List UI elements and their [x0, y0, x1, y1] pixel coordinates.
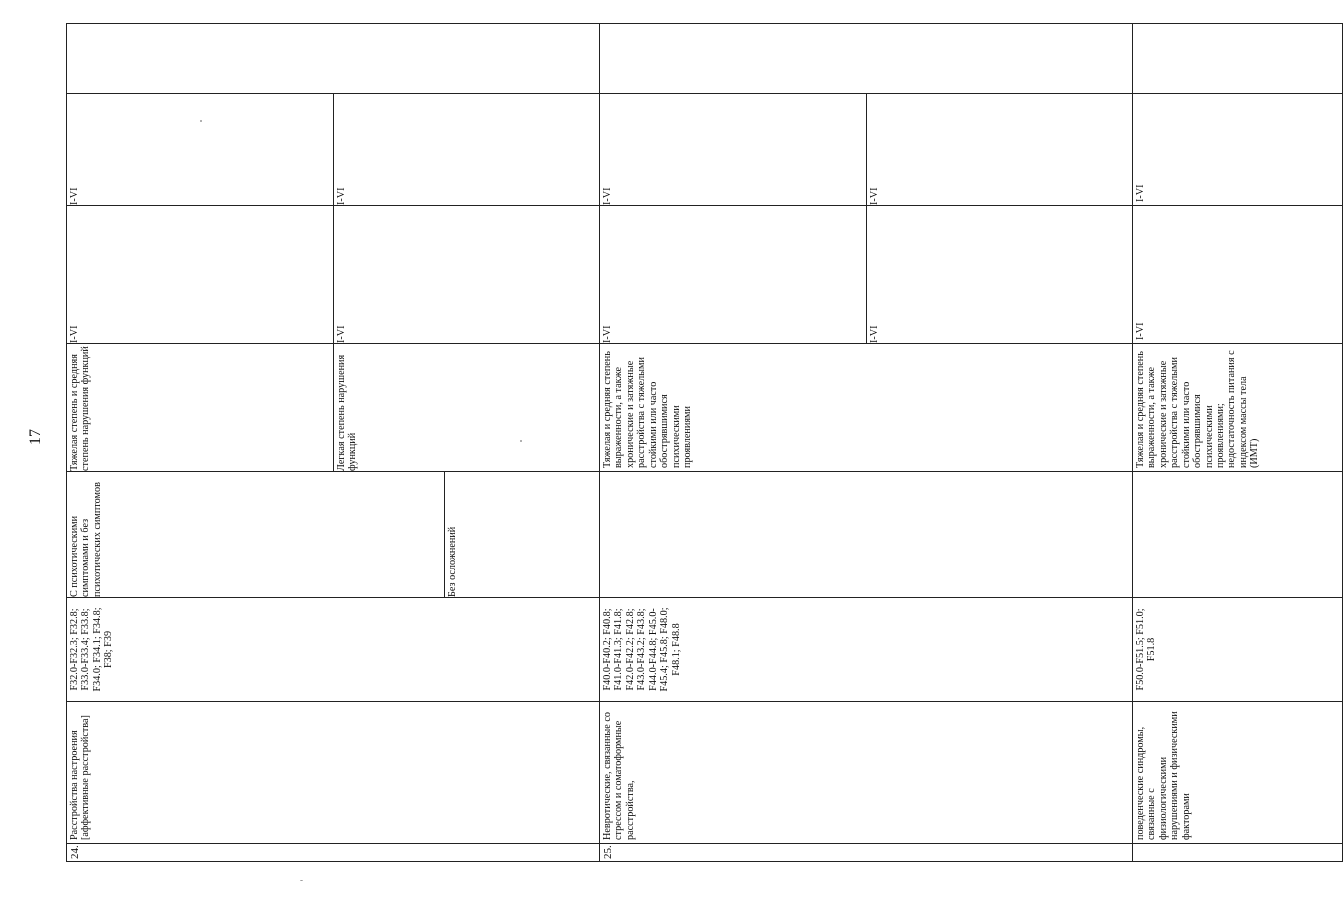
group-value: I-VI — [335, 187, 347, 205]
group-value: I-VI — [1133, 94, 1343, 206]
severity-text: Тяжелая и средняя степень выраженности, а также хронические и затяжные расстройства с тяжелыми стойкими или часто обострявшимися психическими проявлениями; недостаточность питания с индексом массы тела (ИМТ) — [1133, 344, 1343, 472]
severity-text: Тяжелая и средняя степень выраженности, а также хронические и затяжные расстройства с тяжелыми стойкими или часто обострявшимися психическими проявлениями — [600, 344, 1133, 472]
disease-name: Расстройства настроения [аффективные расстройства] — [67, 702, 600, 844]
row-number: 25. — [600, 844, 1133, 862]
group-value: I-VI — [335, 325, 347, 343]
empty-cell — [600, 24, 1133, 94]
group-value: I-VI — [600, 94, 866, 205]
empty-cell — [67, 24, 600, 94]
page-number: 17 — [27, 429, 44, 445]
row-number: 24. — [67, 844, 600, 862]
scan-speck — [300, 880, 303, 881]
group-value: I-VI — [868, 325, 880, 343]
disease-table — [66, 23, 1343, 862]
feature-text — [600, 472, 1133, 598]
group-value: I-VI — [600, 206, 866, 343]
empty-cell — [1133, 24, 1343, 94]
row-number — [1133, 844, 1343, 862]
group-value: I-VI — [67, 94, 333, 205]
scan-speck — [200, 120, 202, 122]
feature-text: С психотическими симптомами и без психотических симптомов — [67, 472, 444, 597]
icd-codes: F40.0-F40.2; F40.8; F41.0-F41.3; F41.8; F42.0-F42.2; F42.8; F43.0-F43.2; F43.8; F44.0-F44.8; F45.0-F45.4; F45.8; F48.0; F48.1; F48.8 — [600, 598, 1133, 702]
group-value: I-VI — [67, 206, 333, 343]
scan-speck — [520, 440, 522, 442]
group-value: I-VI — [1133, 206, 1343, 344]
icd-codes: F50.0-F51.5; F51.0; F51.8 — [1133, 598, 1343, 702]
feature-text — [1133, 472, 1343, 598]
table-row — [67, 24, 600, 862]
disease-name: поведенческие синдромы, связанные с физиологическими нарушениями и физическими факторами — [1133, 702, 1343, 844]
disease-name: Невротические, связанные со стрессом и соматоформные расстройства, — [600, 702, 1133, 844]
severity-text: Тяжелая степень и средняя степень нарушения функций — [67, 344, 333, 471]
icd-codes: F32.0-F32.3; F32.8; F33.0-F33.4; F33.8; F34.0; F34.1; F34.8; F38; F39 — [67, 598, 600, 702]
table-row — [600, 24, 1133, 862]
rotated-table-sheet — [66, 24, 1261, 862]
group-value: I-VI — [868, 187, 880, 205]
table-row — [1133, 24, 1343, 862]
severity-text: Легкая степень нарушения функций — [335, 354, 358, 471]
feature-text: Без осложнений — [446, 526, 458, 597]
